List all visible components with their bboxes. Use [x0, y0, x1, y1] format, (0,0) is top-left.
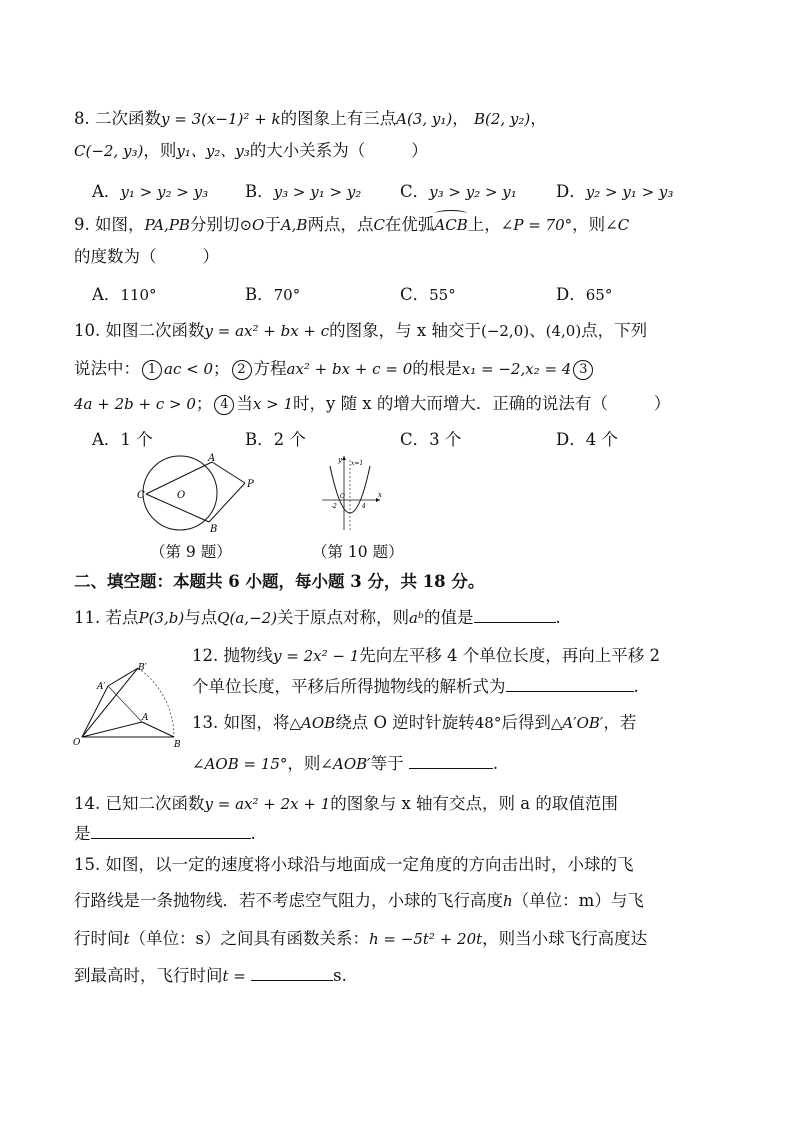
q9-point-c: C	[373, 216, 385, 234]
q11-point-p: P(3,b)	[138, 609, 185, 627]
q10-option-b: B．2 个	[245, 430, 306, 449]
q10-number: 10.	[74, 321, 101, 340]
q10-line2	[74, 358, 734, 380]
figure-10-caption: （第 10 题）	[312, 543, 404, 561]
q14-line1	[74, 793, 734, 815]
q10-statement-4-text-b: 时，y 随 x 的增大而增大．正确的说法有（	[293, 394, 608, 413]
q9-text-g: ，则	[572, 215, 606, 234]
q9-points: A,B	[280, 216, 308, 234]
q13-text-f: 等于	[370, 754, 404, 773]
q15-text-3a: 行时间	[74, 929, 124, 948]
q9-circle: ⊙O	[239, 216, 265, 234]
fig9-label-o: O	[177, 490, 186, 501]
q8-option-b: B．y₃ > y₁ > y₂	[245, 182, 362, 201]
q10-text-c: 点，下列	[581, 321, 648, 340]
q9-text-a: 如图，	[95, 215, 145, 234]
fig13-label-b1: B′	[138, 663, 147, 673]
fig10-label-axis: x=1	[351, 460, 364, 467]
q13-number: 13.	[192, 713, 219, 732]
q14-number: 14.	[74, 794, 101, 813]
q15-text-3c: ，则当小球飞行高度达	[482, 929, 648, 948]
q10-sep: 、	[529, 321, 546, 340]
q13-ask: ∠AOB′	[320, 755, 371, 773]
q9-text-f: 上，	[467, 215, 501, 234]
q10-text-d: 说法中：	[74, 359, 140, 378]
q9-line1	[74, 214, 734, 236]
q10-line1	[74, 320, 734, 342]
q9-close: ）	[202, 247, 219, 266]
q13-text-c: 后得到	[501, 713, 551, 732]
q15-line1	[74, 854, 734, 876]
q8-line2	[74, 140, 734, 162]
q15-line4	[74, 964, 734, 987]
q13-text-b: 绕点 O 逆时针旋转	[335, 713, 475, 732]
q9-text-d: 两点，点	[307, 215, 374, 234]
q8-text-a: 二次函数	[95, 109, 161, 128]
q10-statement-2-text-b: 的根是	[412, 359, 462, 378]
fig9-label-p: P	[247, 479, 254, 490]
q10-point-1: (−2,0)	[480, 322, 530, 340]
q10-close: ）	[653, 394, 671, 413]
q14-line2	[74, 822, 734, 845]
q13-text-a: 如图，将	[223, 713, 290, 732]
q11-end: .	[555, 608, 561, 627]
q10-text-a: 如图二次函数	[105, 321, 205, 340]
q9-text-h: 的度数为（	[74, 247, 157, 266]
q10-statement-4-cond: x > 1	[252, 395, 293, 413]
q8-number: 8.	[74, 109, 90, 128]
fig10-label-y: y	[338, 456, 342, 464]
q9-line2	[74, 246, 734, 268]
q10-statement-2-marker: 2	[232, 360, 252, 380]
q8-point-a: A(3, y₁)	[396, 110, 453, 128]
fig10-label-4: 4	[362, 503, 366, 510]
q12-line2	[192, 675, 734, 698]
q14-text-b: 的图象与 x 轴有交点，则 a 的取值范围	[330, 794, 618, 813]
q15-number: 15.	[74, 855, 101, 874]
q11-power: aᵇ	[409, 609, 424, 627]
q11-answer-blank[interactable]	[474, 606, 556, 623]
q11-text-c: 关于原点对称，则	[277, 608, 410, 627]
q10-statement-3-marker: 3	[573, 360, 593, 380]
q12-number: 12.	[192, 646, 219, 665]
q10-semi-1: ；	[213, 359, 230, 378]
q10-statement-4-text-a: 当	[236, 394, 253, 413]
q15-unit: s.	[333, 966, 347, 985]
q8-option-a: A．y₁ > y₂ > y₃	[92, 182, 209, 201]
q13-line1	[192, 712, 734, 734]
q14-text-c: 是	[74, 824, 91, 843]
fig13-label-a1: A′	[97, 682, 106, 692]
q15-line3	[74, 928, 734, 950]
q10-statement-2-text-a: 方程	[253, 359, 287, 378]
q15-line2	[74, 890, 734, 912]
q12-line1	[192, 645, 734, 667]
q11-text-b: 与点	[184, 608, 218, 627]
figure-9-caption: （第 9 题）	[150, 543, 232, 561]
q8-ys: y₁、y₂、y₃	[176, 142, 250, 160]
q13-triangle-2: △A′OB′	[550, 714, 604, 732]
q9-text-e: 在优弧	[384, 215, 435, 234]
q10-option-c: C．3 个	[400, 430, 462, 449]
q8-point-b: B(2, y₂)	[473, 110, 531, 128]
q9-angle: ∠P = 70°	[500, 216, 573, 234]
q12-text-a: 抛物线	[223, 646, 273, 665]
q14-end: .	[250, 824, 256, 843]
fig9-label-b: B	[210, 524, 218, 535]
q8-text-c: ，则	[143, 141, 177, 160]
q10-statement-4-marker: 4	[214, 395, 234, 415]
q15-t-equals: t =	[222, 967, 246, 985]
q13-text-d: ，若	[603, 713, 637, 732]
q15-text-3b: （单位：s）之间具有函数关系：	[129, 929, 369, 948]
q9-option-a: A．110°	[92, 285, 157, 304]
q9-text-b: 分别切	[189, 215, 240, 234]
q15-text-1: 如图，以一定的速度将小球沿与地面成一定角度的方向击出时，小球的飞	[105, 855, 634, 874]
q10-point-2: (4,0)	[545, 322, 582, 340]
q12-text-b: 先向左平移 4 个单位长度，再向上平移 2	[359, 646, 660, 665]
fig13-label-o: O	[73, 738, 81, 748]
q10-option-a: A．1 个	[92, 430, 153, 449]
fig10-label-neg2: -2	[331, 503, 337, 510]
q11-text-d: 的值是	[424, 608, 474, 627]
q15-text-4a: 到最高时，飞行时间	[74, 966, 223, 985]
q13-degrees: 48°	[474, 714, 502, 732]
q15-variable-h: h	[503, 892, 513, 910]
q8-option-d: D．y₂ > y₁ > y₃	[556, 182, 674, 201]
figure-13-diagram	[70, 660, 188, 748]
q9-option-c: C．55°	[400, 285, 456, 304]
q9-arc: ACB	[434, 216, 468, 234]
q13-line2	[192, 752, 734, 775]
section-2-heading: 二、填空题：本题共 6 小题，每小题 3 分，共 18 分。	[74, 572, 485, 591]
q8-function: y = 3(x−1)² + k	[161, 110, 281, 128]
q10-statement-1: ac < 0	[164, 360, 213, 378]
q12-function: y = 2x² − 1	[273, 647, 360, 665]
fig9-label-c: C	[137, 490, 145, 501]
q9-option-d: D．65°	[556, 285, 613, 304]
q8-close: ）	[411, 141, 428, 160]
q8-text-b: 的图象上有三点	[280, 109, 397, 128]
fig13-label-b: B	[174, 740, 181, 748]
q9-angle-c: ∠C	[605, 216, 630, 234]
q13-answer-blank[interactable]	[409, 752, 493, 769]
q10-statement-1-marker: 1	[142, 360, 162, 380]
q10-statement-3: 4a + 2b + c > 0	[74, 395, 196, 413]
q10-text-b: 的图象，与 x 轴交于	[329, 321, 481, 340]
q11-point-q: Q(a,−2)	[217, 609, 278, 627]
q12-text-c: 个单位长度，平移后所得抛物线的解析式为	[192, 677, 506, 696]
q13-end: .	[492, 754, 499, 773]
q15-text-2b: （单位：m）与飞	[512, 891, 644, 910]
q12-end: .	[633, 677, 639, 696]
q14-text-a: 已知二次函数	[105, 794, 205, 813]
q8-option-c: C．y₃ > y₂ > y₁	[400, 182, 517, 201]
q14-answer-blank[interactable]	[91, 822, 251, 839]
q10-function: y = ax² + bx + c	[204, 322, 330, 340]
q10-statement-2-eq: ax² + bx + c = 0	[286, 360, 413, 378]
q15-answer-blank[interactable]	[251, 964, 333, 981]
q9-tangents: PA,PB	[144, 216, 190, 234]
q11-text-a: 若点	[105, 608, 139, 627]
q14-function: y = ax² + 2x + 1	[204, 795, 331, 813]
q11-line	[74, 606, 734, 629]
q10-option-d: D．4 个	[556, 430, 618, 449]
q8-line1: 8. 二次函数y = 3(x−1)² + k的图象上有三点A(3, y₁)， B(2, y₂)，	[74, 109, 547, 128]
q8-text-d: 的大小关系为（	[249, 141, 366, 160]
q15-text-2a: 行路线是一条抛物线．若不考虑空气阻力，小球的飞行高度	[74, 891, 503, 910]
q9-number: 9.	[74, 215, 90, 234]
q15-function: h = −5t² + 20t	[369, 930, 483, 948]
q10-semi-2: ；	[195, 394, 213, 413]
fig9-label-a: A	[208, 453, 216, 464]
q9-option-b: B．70°	[245, 285, 301, 304]
q15-variable-t: t	[123, 930, 130, 948]
q11-number: 11.	[74, 608, 101, 627]
fig10-label-x: x	[378, 491, 382, 499]
fig10-label-o: O	[340, 493, 345, 500]
q12-answer-blank[interactable]	[506, 675, 634, 692]
q10-statement-2-roots: x₁ = −2,x₂ = 4	[461, 360, 572, 378]
figure-10-diagram	[318, 452, 384, 534]
q10-line3	[74, 393, 734, 415]
fig13-label-a: A	[142, 713, 149, 723]
q8-point-c: C(−2, y₃)	[74, 142, 144, 160]
q13-text-e: ，则	[287, 754, 321, 773]
q9-text-c: 于	[264, 215, 281, 234]
q13-triangle: △AOB	[289, 714, 336, 732]
q13-given: ∠AOB = 15°	[192, 755, 288, 773]
figure-9-diagram	[132, 452, 262, 538]
